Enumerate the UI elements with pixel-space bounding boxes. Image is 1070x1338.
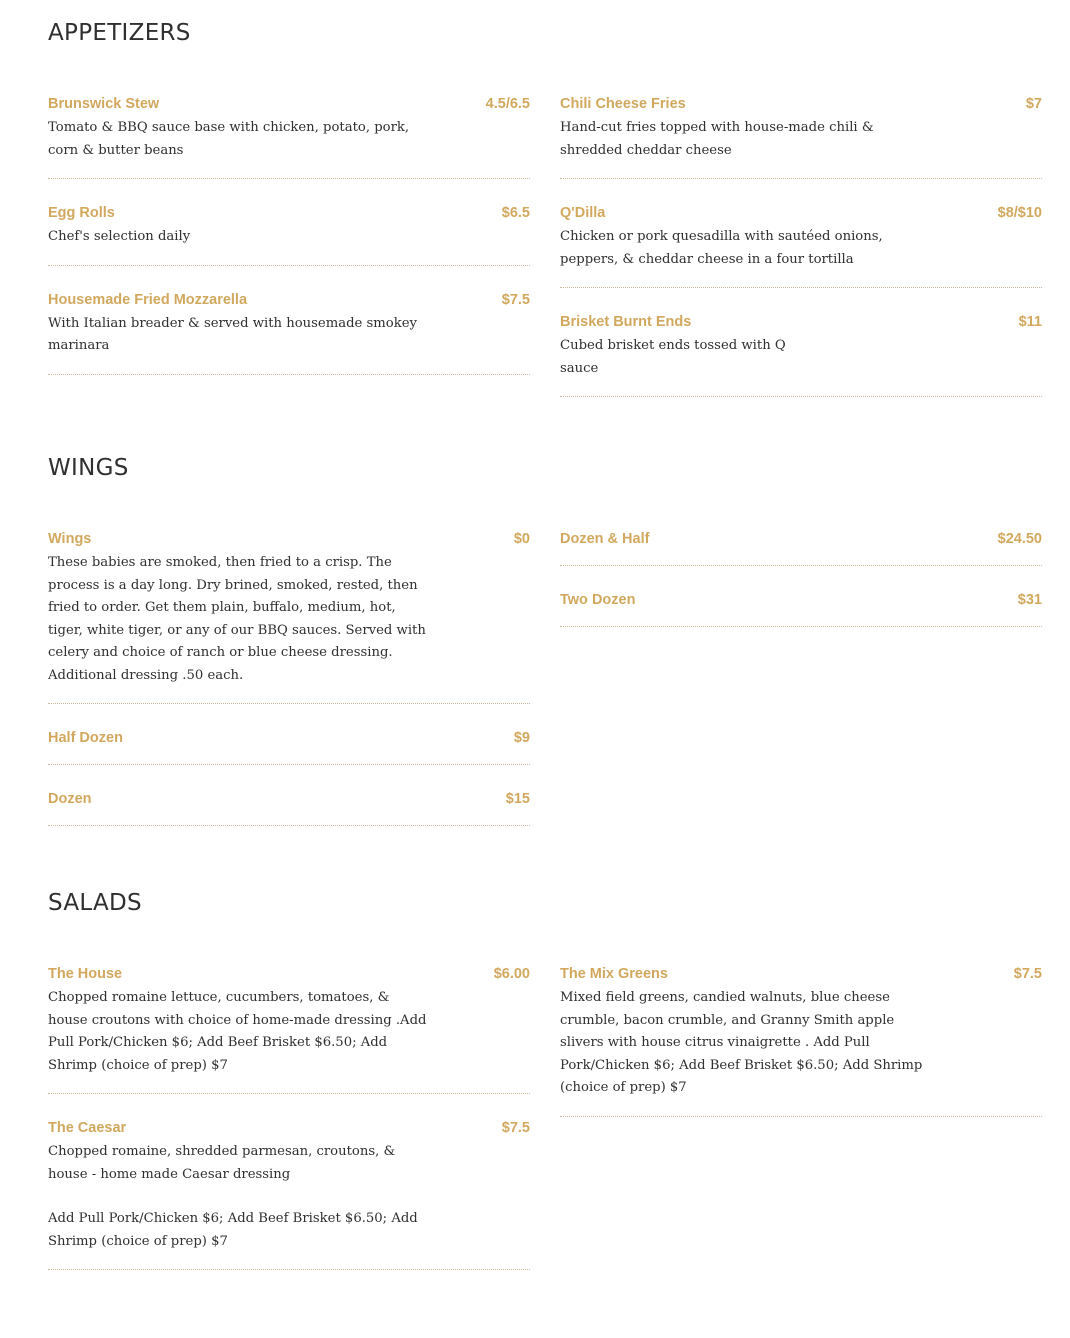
item-name: Dozen — [48, 791, 92, 807]
menu-item — [560, 312, 1042, 397]
menu-column-right — [560, 94, 1042, 421]
item-name: Q'Dilla — [560, 205, 606, 221]
item-price: $7.5 — [501, 1120, 530, 1136]
item-description: Mixed field greens, candied walnuts, blue cheese crumble, bacon crumble, and Granny Smith apple slivers with house citrus vinaigrette . Add Pull Pork/Chicken $6; Add Beef Brisket $6.50; Add Shrimp (choice of prep) $7 — [560, 990, 923, 1095]
menu-columns — [48, 529, 1042, 850]
menu-column-right — [560, 529, 1042, 850]
item-name: Egg Rolls — [48, 205, 115, 221]
item-price: $9 — [513, 730, 530, 746]
menu-item — [48, 789, 530, 826]
menu-column-right — [560, 964, 1042, 1294]
menu-item — [560, 203, 1042, 288]
item-name: The House — [48, 966, 123, 982]
item-name: Housemade Fried Mozzarella — [48, 291, 248, 308]
item-price: $6.5 — [501, 205, 530, 221]
menu-columns — [48, 94, 1042, 421]
menu-item — [48, 964, 530, 1094]
section-title: WINGS — [48, 455, 129, 481]
item-name: Wings — [48, 531, 92, 547]
item-description — [560, 335, 940, 380]
item-price: $31 — [1017, 592, 1042, 608]
section-salads — [48, 888, 1042, 1294]
item-price: $7 — [1025, 96, 1042, 112]
section-title: APPETIZERS — [48, 20, 191, 46]
section-title: SALADS — [48, 890, 142, 916]
menu-column-left — [48, 964, 530, 1294]
item-description: These babies are smoked, then fried to a crisp. The process is a day long. Dry brined, smoked, rested, then fried to order. Get them plain, buffalo, medium, hot, tiger, white tiger, or any of our BBQ sauces. Served with celery and choice of ranch or blue cheese dressing. Additional dressing .50 each. — [48, 555, 426, 683]
menu-item — [48, 94, 530, 179]
item-name: Half Dozen — [48, 730, 123, 746]
item-description-line: sauce — [560, 360, 599, 376]
item-description: Tomato & BBQ sauce base with chicken, potato, pork, corn & butter beans — [48, 120, 410, 158]
item-name: Dozen & Half — [560, 531, 650, 547]
menu-column-left — [48, 529, 530, 850]
menu-columns — [48, 964, 1042, 1294]
item-description: With Italian breader & served with housemade smokey marinara — [48, 315, 417, 353]
item-description-line: Cubed brisket ends tossed with Q — [560, 338, 786, 353]
menu-item — [560, 529, 1042, 566]
item-name: Two Dozen — [560, 592, 636, 608]
item-name: Brunswick Stew — [48, 96, 160, 112]
item-price: $24.50 — [997, 531, 1042, 547]
item-price: 4.5/6.5 — [485, 96, 530, 112]
item-description: Hand-cut fries topped with house-made chili & shredded cheddar cheese — [560, 120, 874, 158]
item-price: $0 — [513, 531, 530, 547]
section-wings — [48, 453, 1042, 850]
menu-item — [560, 590, 1042, 627]
menu-item — [48, 203, 530, 266]
item-description: Chicken or pork quesadilla with sautéed onions, peppers, & cheddar cheese in a four tortilla — [560, 229, 883, 267]
menu-item — [48, 728, 530, 765]
item-price: $8/$10 — [997, 205, 1042, 221]
item-name: The Mix Greens — [560, 966, 668, 982]
item-description — [48, 1141, 428, 1253]
menu-item — [560, 94, 1042, 179]
item-name: Brisket Burnt Ends — [560, 314, 692, 330]
item-description-paragraph: Add Pull Pork/Chicken $6; Add Beef Brisket $6.50; Add Shrimp (choice of prep) $7 — [48, 1211, 418, 1249]
item-price: $7.5 — [501, 291, 530, 308]
menu-item — [48, 1118, 530, 1270]
item-description-paragraph: Chopped romaine, shredded parmesan, croutons, & house - home made Caesar dressing — [48, 1144, 396, 1182]
item-price: $15 — [505, 791, 530, 807]
menu-item — [48, 529, 530, 704]
item-description: Chef's selection daily — [48, 229, 191, 244]
item-price: $6.00 — [493, 966, 530, 982]
item-description: Chopped romaine lettuce, cucumbers, tomatoes, & house croutons with choice of home-made dressing .Add Pull Pork/Chicken $6; Add Beef Brisket $6.50; Add Shrimp (choice of prep) $7 — [48, 990, 427, 1073]
section-appetizers — [48, 18, 1042, 421]
menu-column-left — [48, 94, 530, 421]
menu-item — [560, 964, 1042, 1117]
item-name: The Caesar — [48, 1120, 127, 1136]
menu-item — [48, 290, 530, 375]
item-price: $7.5 — [1013, 966, 1042, 982]
item-name: Chili Cheese Fries — [560, 96, 686, 112]
item-price: $11 — [1018, 314, 1042, 330]
